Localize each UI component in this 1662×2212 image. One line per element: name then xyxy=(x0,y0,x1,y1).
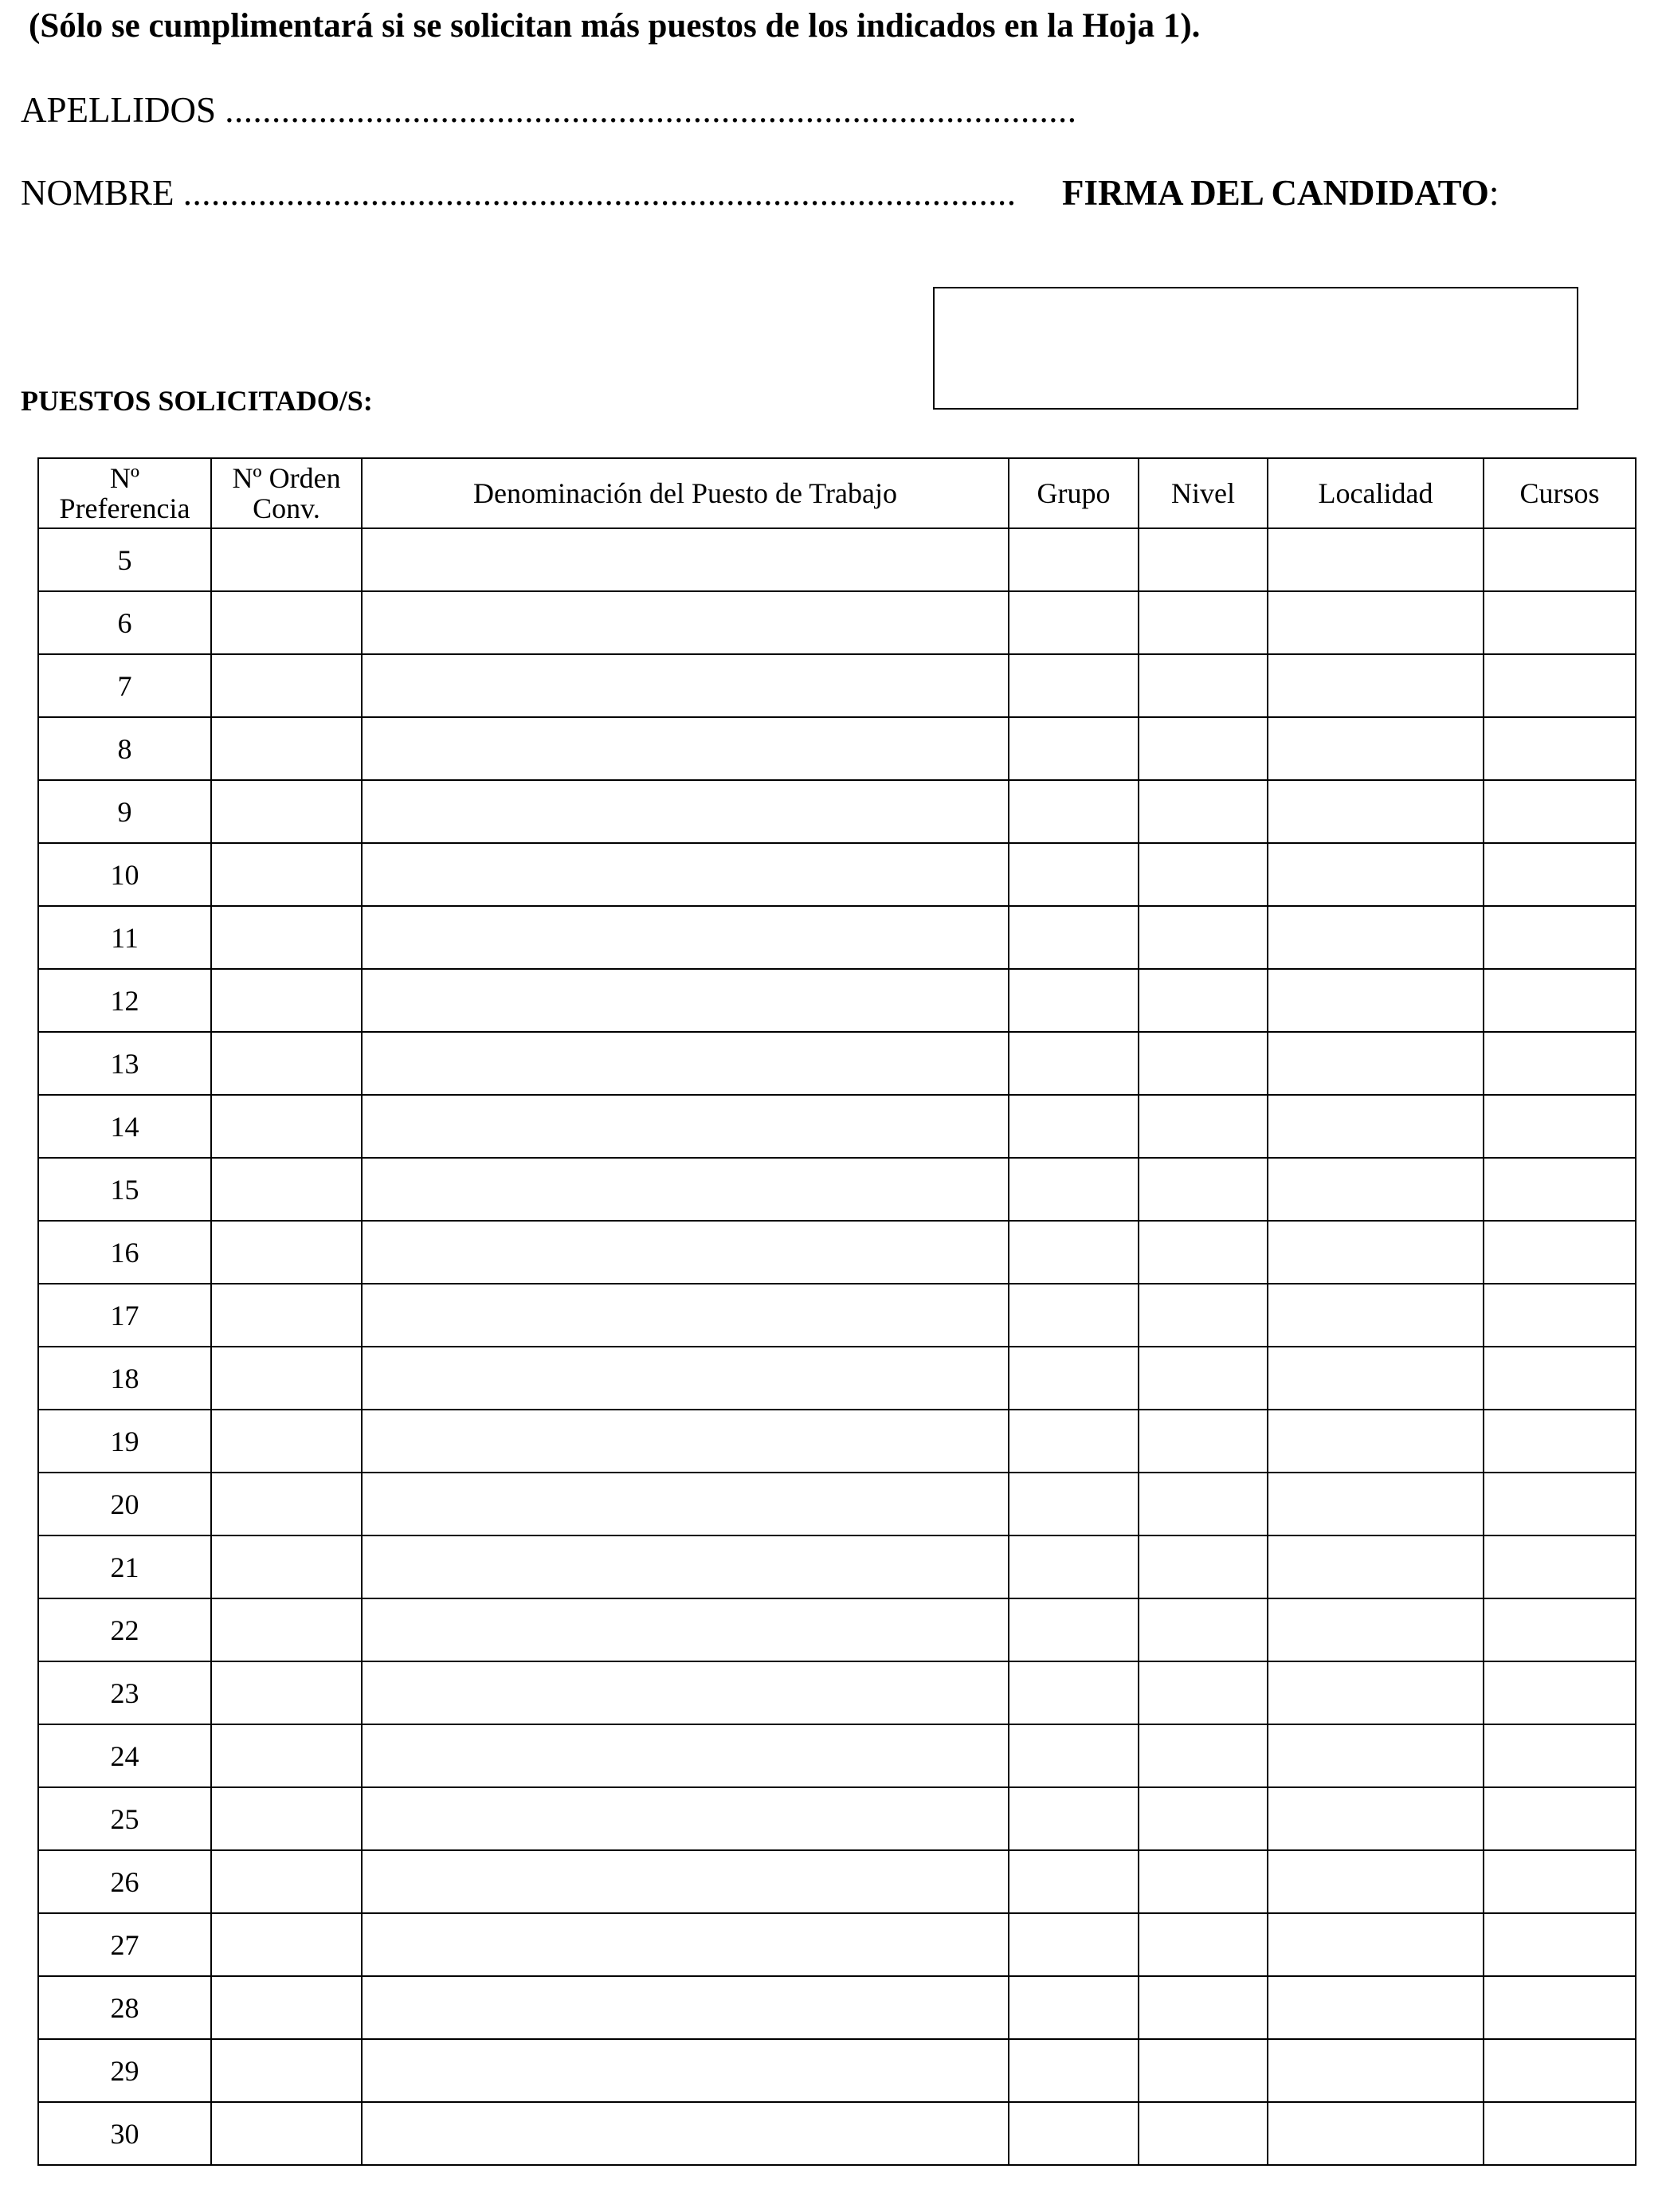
cell-nivel[interactable] xyxy=(1139,1724,1268,1787)
cell-grupo[interactable] xyxy=(1009,1661,1139,1724)
cell-nivel[interactable] xyxy=(1139,1850,1268,1913)
cell-cursos[interactable] xyxy=(1484,1347,1636,1410)
cell-nivel[interactable] xyxy=(1139,1410,1268,1473)
table-row xyxy=(38,2102,1636,2165)
table-row xyxy=(38,843,1636,906)
cell-orden-conv[interactable] xyxy=(211,780,362,843)
cell-orden-conv[interactable] xyxy=(211,591,362,654)
cell-cursos[interactable] xyxy=(1484,654,1636,717)
cell-localidad[interactable] xyxy=(1268,717,1484,780)
cell-orden-conv[interactable] xyxy=(211,1913,362,1976)
cell-orden-conv[interactable] xyxy=(211,969,362,1032)
header-cursos: Cursos xyxy=(1484,458,1636,528)
cell-preferencia: 25 xyxy=(38,1787,211,1850)
cell-denominacion[interactable] xyxy=(362,780,1009,843)
cell-localidad[interactable] xyxy=(1268,780,1484,843)
cell-nivel[interactable] xyxy=(1139,1661,1268,1724)
cell-nivel[interactable] xyxy=(1139,2039,1268,2102)
cell-nivel[interactable] xyxy=(1139,1598,1268,1661)
cell-orden-conv[interactable] xyxy=(211,1598,362,1661)
nombre-label: NOMBRE xyxy=(21,173,174,213)
cell-preferencia: 28 xyxy=(38,1976,211,2039)
cell-grupo[interactable] xyxy=(1009,1913,1139,1976)
cell-nivel[interactable] xyxy=(1139,1535,1268,1598)
cell-grupo[interactable] xyxy=(1009,654,1139,717)
cell-denominacion[interactable] xyxy=(362,1661,1009,1724)
table-row xyxy=(38,2039,1636,2102)
cell-cursos[interactable] xyxy=(1484,1032,1636,1095)
cell-preferencia: 15 xyxy=(38,1158,211,1221)
header-orden-line2: Conv. xyxy=(253,492,320,524)
table-row xyxy=(38,1473,1636,1535)
cell-cursos[interactable] xyxy=(1484,1787,1636,1850)
cell-cursos[interactable] xyxy=(1484,2102,1636,2165)
header-preferencia-line1: Nº xyxy=(109,462,140,494)
table-row xyxy=(38,1661,1636,1724)
cell-localidad[interactable] xyxy=(1268,1661,1484,1724)
cell-grupo[interactable] xyxy=(1009,717,1139,780)
cell-orden-conv[interactable] xyxy=(211,1410,362,1473)
header-localidad: Localidad xyxy=(1268,458,1484,528)
cell-grupo[interactable] xyxy=(1009,1724,1139,1787)
cell-orden-conv[interactable] xyxy=(211,1661,362,1724)
cell-localidad[interactable] xyxy=(1268,1410,1484,1473)
cell-grupo[interactable] xyxy=(1009,1158,1139,1221)
cell-orden-conv[interactable] xyxy=(211,843,362,906)
cell-nivel[interactable] xyxy=(1139,1032,1268,1095)
cell-preferencia: 22 xyxy=(38,1598,211,1661)
table-row xyxy=(38,969,1636,1032)
cell-preferencia: 5 xyxy=(38,528,211,591)
cell-localidad[interactable] xyxy=(1268,2102,1484,2165)
nombre-dotted-line: ......................................................................................... xyxy=(182,173,1017,213)
cell-localidad[interactable] xyxy=(1268,1158,1484,1221)
cell-localidad[interactable] xyxy=(1268,1787,1484,1850)
table-row xyxy=(38,1535,1636,1598)
cell-cursos[interactable] xyxy=(1484,1661,1636,1724)
header-preferencia xyxy=(38,458,211,528)
firma-colon: : xyxy=(1488,173,1499,213)
cell-orden-conv[interactable] xyxy=(211,2039,362,2102)
cell-localidad[interactable] xyxy=(1268,1347,1484,1410)
cell-denominacion[interactable] xyxy=(362,969,1009,1032)
cell-grupo[interactable] xyxy=(1009,1347,1139,1410)
cell-grupo[interactable] xyxy=(1009,1473,1139,1535)
cell-grupo[interactable] xyxy=(1009,2039,1139,2102)
nombre-field[interactable] xyxy=(21,172,1017,214)
cell-cursos[interactable] xyxy=(1484,1913,1636,1976)
cell-cursos[interactable] xyxy=(1484,1221,1636,1284)
cell-denominacion[interactable] xyxy=(362,906,1009,969)
cell-orden-conv[interactable] xyxy=(211,1032,362,1095)
table-row xyxy=(38,591,1636,654)
cell-grupo[interactable] xyxy=(1009,591,1139,654)
cell-preferencia: 18 xyxy=(38,1347,211,1410)
table-row xyxy=(38,654,1636,717)
cell-grupo[interactable] xyxy=(1009,528,1139,591)
table-row xyxy=(38,1724,1636,1787)
cell-localidad[interactable] xyxy=(1268,1850,1484,1913)
cell-nivel[interactable] xyxy=(1139,1473,1268,1535)
cell-localidad[interactable] xyxy=(1268,654,1484,717)
apellidos-field[interactable] xyxy=(21,89,1077,131)
table-row xyxy=(38,1284,1636,1347)
cell-nivel[interactable] xyxy=(1139,654,1268,717)
cell-nivel[interactable] xyxy=(1139,1158,1268,1221)
cell-cursos[interactable] xyxy=(1484,1284,1636,1347)
cell-localidad[interactable] xyxy=(1268,591,1484,654)
cell-preferencia: 17 xyxy=(38,1284,211,1347)
cell-grupo[interactable] xyxy=(1009,2102,1139,2165)
signature-box[interactable] xyxy=(933,287,1578,410)
cell-preferencia: 6 xyxy=(38,591,211,654)
cell-orden-conv[interactable] xyxy=(211,1976,362,2039)
cell-denominacion[interactable] xyxy=(362,1095,1009,1158)
cell-denominacion[interactable] xyxy=(362,717,1009,780)
cell-cursos[interactable] xyxy=(1484,780,1636,843)
cell-cursos[interactable] xyxy=(1484,1724,1636,1787)
header-orden-conv xyxy=(211,458,362,528)
cell-preferencia: 21 xyxy=(38,1535,211,1598)
cell-cursos[interactable] xyxy=(1484,1976,1636,2039)
form-note: (Sólo se cumplimentará si se solicitan más puestos de los indicados en la Hoja 1). xyxy=(29,7,1201,45)
cell-localidad[interactable] xyxy=(1268,906,1484,969)
cell-nivel[interactable] xyxy=(1139,1913,1268,1976)
cell-nivel[interactable] xyxy=(1139,906,1268,969)
cell-grupo[interactable] xyxy=(1009,1410,1139,1473)
cell-nivel[interactable] xyxy=(1139,1787,1268,1850)
table-row xyxy=(38,780,1636,843)
cell-nivel[interactable] xyxy=(1139,2102,1268,2165)
cell-denominacion[interactable] xyxy=(362,1473,1009,1535)
cell-orden-conv[interactable] xyxy=(211,1787,362,1850)
cell-denominacion[interactable] xyxy=(362,2102,1009,2165)
cell-cursos[interactable] xyxy=(1484,843,1636,906)
table-row xyxy=(38,1347,1636,1410)
cell-orden-conv[interactable] xyxy=(211,528,362,591)
header-orden-line1: Nº Orden xyxy=(232,462,341,494)
cell-preferencia: 13 xyxy=(38,1032,211,1095)
table-row xyxy=(38,1850,1636,1913)
cell-preferencia: 19 xyxy=(38,1410,211,1473)
cell-cursos[interactable] xyxy=(1484,1598,1636,1661)
cell-denominacion[interactable] xyxy=(362,654,1009,717)
cell-preferencia: 12 xyxy=(38,969,211,1032)
cell-preferencia: 29 xyxy=(38,2039,211,2102)
cell-grupo[interactable] xyxy=(1009,1850,1139,1913)
cell-cursos[interactable] xyxy=(1484,591,1636,654)
cell-cursos[interactable] xyxy=(1484,1095,1636,1158)
table-header-row xyxy=(38,458,1636,528)
cell-preferencia: 11 xyxy=(38,906,211,969)
cell-preferencia: 20 xyxy=(38,1473,211,1535)
cell-denominacion[interactable] xyxy=(362,2039,1009,2102)
cell-grupo[interactable] xyxy=(1009,843,1139,906)
puestos-table xyxy=(37,457,1637,2166)
cell-preferencia: 14 xyxy=(38,1095,211,1158)
cell-localidad[interactable] xyxy=(1268,1473,1484,1535)
cell-preferencia: 16 xyxy=(38,1221,211,1284)
cell-cursos[interactable] xyxy=(1484,717,1636,780)
cell-orden-conv[interactable] xyxy=(211,1535,362,1598)
cell-localidad[interactable] xyxy=(1268,1598,1484,1661)
cell-denominacion[interactable] xyxy=(362,1158,1009,1221)
cell-orden-conv[interactable] xyxy=(211,1850,362,1913)
cell-grupo[interactable] xyxy=(1009,1284,1139,1347)
cell-localidad[interactable] xyxy=(1268,1976,1484,2039)
cell-cursos[interactable] xyxy=(1484,1158,1636,1221)
firma-label-text: FIRMA DEL CANDIDATO xyxy=(1062,173,1489,213)
cell-orden-conv[interactable] xyxy=(211,1095,362,1158)
cell-orden-conv[interactable] xyxy=(211,1347,362,1410)
cell-denominacion[interactable] xyxy=(362,1787,1009,1850)
cell-orden-conv[interactable] xyxy=(211,1221,362,1284)
table-row xyxy=(38,1095,1636,1158)
cell-denominacion[interactable] xyxy=(362,1535,1009,1598)
header-denominacion: Denominación del Puesto de Trabajo xyxy=(362,458,1009,528)
cell-denominacion[interactable] xyxy=(362,1032,1009,1095)
table-row xyxy=(38,1976,1636,2039)
cell-denominacion[interactable] xyxy=(362,1284,1009,1347)
cell-denominacion[interactable] xyxy=(362,528,1009,591)
cell-localidad[interactable] xyxy=(1268,2039,1484,2102)
cell-nivel[interactable] xyxy=(1139,1221,1268,1284)
cell-preferencia: 8 xyxy=(38,717,211,780)
puestos-section-title: PUESTOS SOLICITADO/S: xyxy=(21,385,373,417)
cell-nivel[interactable] xyxy=(1139,1976,1268,2039)
cell-denominacion[interactable] xyxy=(362,1724,1009,1787)
cell-cursos[interactable] xyxy=(1484,969,1636,1032)
cell-nivel[interactable] xyxy=(1139,1347,1268,1410)
cell-denominacion[interactable] xyxy=(362,843,1009,906)
cell-nivel[interactable] xyxy=(1139,780,1268,843)
cell-cursos[interactable] xyxy=(1484,1850,1636,1913)
cell-nivel[interactable] xyxy=(1139,1095,1268,1158)
cell-nivel[interactable] xyxy=(1139,843,1268,906)
cell-grupo[interactable] xyxy=(1009,969,1139,1032)
apellidos-label: APELLIDOS xyxy=(21,90,216,130)
cell-grupo[interactable] xyxy=(1009,1095,1139,1158)
cell-cursos[interactable] xyxy=(1484,1535,1636,1598)
cell-denominacion[interactable] xyxy=(362,1976,1009,2039)
cell-grupo[interactable] xyxy=(1009,780,1139,843)
header-preferencia-line2: Preferencia xyxy=(59,492,190,524)
cell-localidad[interactable] xyxy=(1268,1284,1484,1347)
table-row xyxy=(38,1787,1636,1850)
cell-nivel[interactable] xyxy=(1139,717,1268,780)
cell-cursos[interactable] xyxy=(1484,1473,1636,1535)
cell-preferencia: 24 xyxy=(38,1724,211,1787)
cell-localidad[interactable] xyxy=(1268,528,1484,591)
cell-denominacion[interactable] xyxy=(362,1347,1009,1410)
cell-grupo[interactable] xyxy=(1009,1221,1139,1284)
cell-denominacion[interactable] xyxy=(362,1913,1009,1976)
cell-denominacion[interactable] xyxy=(362,1598,1009,1661)
table-row xyxy=(38,1913,1636,1976)
cell-nivel[interactable] xyxy=(1139,969,1268,1032)
cell-cursos[interactable] xyxy=(1484,1410,1636,1473)
cell-nivel[interactable] xyxy=(1139,528,1268,591)
cell-cursos[interactable] xyxy=(1484,2039,1636,2102)
table-row xyxy=(38,1410,1636,1473)
cell-localidad[interactable] xyxy=(1268,1221,1484,1284)
table-row xyxy=(38,1221,1636,1284)
table-row xyxy=(38,1598,1636,1661)
cell-preferencia: 9 xyxy=(38,780,211,843)
cell-grupo[interactable] xyxy=(1009,1598,1139,1661)
cell-nivel[interactable] xyxy=(1139,591,1268,654)
cell-preferencia: 23 xyxy=(38,1661,211,1724)
table-row xyxy=(38,906,1636,969)
cell-denominacion[interactable] xyxy=(362,1221,1009,1284)
header-grupo: Grupo xyxy=(1009,458,1139,528)
cell-cursos[interactable] xyxy=(1484,528,1636,591)
cell-orden-conv[interactable] xyxy=(211,654,362,717)
cell-orden-conv[interactable] xyxy=(211,717,362,780)
apellidos-dotted-line: ........................................................................................... xyxy=(225,90,1077,130)
cell-denominacion[interactable] xyxy=(362,1410,1009,1473)
table-row xyxy=(38,528,1636,591)
cell-localidad[interactable] xyxy=(1268,1913,1484,1976)
cell-orden-conv[interactable] xyxy=(211,1284,362,1347)
cell-orden-conv[interactable] xyxy=(211,1724,362,1787)
header-nivel: Nivel xyxy=(1139,458,1268,528)
cell-grupo[interactable] xyxy=(1009,1976,1139,2039)
cell-localidad[interactable] xyxy=(1268,1724,1484,1787)
cell-orden-conv[interactable] xyxy=(211,906,362,969)
cell-localidad[interactable] xyxy=(1268,1095,1484,1158)
cell-orden-conv[interactable] xyxy=(211,1473,362,1535)
cell-orden-conv[interactable] xyxy=(211,2102,362,2165)
firma-label xyxy=(1062,172,1499,214)
table-row xyxy=(38,717,1636,780)
cell-preferencia: 30 xyxy=(38,2102,211,2165)
cell-denominacion[interactable] xyxy=(362,591,1009,654)
cell-denominacion[interactable] xyxy=(362,1850,1009,1913)
cell-nivel[interactable] xyxy=(1139,1284,1268,1347)
cell-preferencia: 10 xyxy=(38,843,211,906)
cell-localidad[interactable] xyxy=(1268,843,1484,906)
cell-preferencia: 7 xyxy=(38,654,211,717)
cell-cursos[interactable] xyxy=(1484,906,1636,969)
cell-localidad[interactable] xyxy=(1268,1032,1484,1095)
cell-localidad[interactable] xyxy=(1268,969,1484,1032)
cell-grupo[interactable] xyxy=(1009,1787,1139,1850)
cell-preferencia: 27 xyxy=(38,1913,211,1976)
table-row xyxy=(38,1158,1636,1221)
cell-grupo[interactable] xyxy=(1009,1535,1139,1598)
cell-orden-conv[interactable] xyxy=(211,1158,362,1221)
cell-preferencia: 26 xyxy=(38,1850,211,1913)
cell-localidad[interactable] xyxy=(1268,1535,1484,1598)
table-body xyxy=(38,528,1636,2165)
cell-grupo[interactable] xyxy=(1009,906,1139,969)
table-row xyxy=(38,1032,1636,1095)
cell-grupo[interactable] xyxy=(1009,1032,1139,1095)
